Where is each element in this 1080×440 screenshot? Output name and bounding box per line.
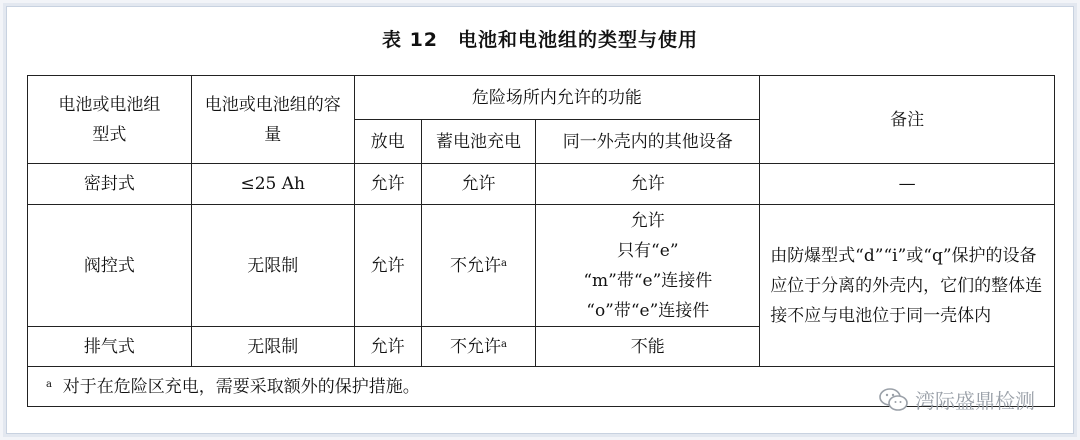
header-capacity: 电池或电池组的容量	[191, 76, 354, 164]
header-other: 同一外壳内的其他设备	[536, 120, 760, 164]
other-line: “o”带“e”连接件	[586, 300, 710, 321]
cell-charge	[421, 327, 536, 367]
cell-other: 不能	[536, 327, 760, 367]
header-note: 备注	[760, 76, 1055, 164]
cell-note: 由防爆型式“d”“i”或“q”保护的设备应位于分离的外壳内，它们的整体连接不应与电池位于同一壳体内	[760, 205, 1055, 367]
cell-capacity: 无限制	[191, 327, 354, 367]
table-row	[28, 205, 1055, 327]
cell-other: 允许	[536, 164, 760, 205]
cell-capacity: 无限制	[191, 205, 354, 327]
cell-charge	[421, 205, 536, 327]
watermark-text: 湾际盛鼎检测	[915, 389, 1035, 413]
watermark	[879, 385, 1035, 414]
other-line: “m”带“e”连接件	[583, 270, 713, 291]
wechat-icon	[879, 387, 909, 413]
document-frame	[6, 6, 1074, 434]
header-discharge: 放电	[354, 120, 421, 164]
other-line: 只有“e”	[617, 240, 679, 261]
header-type: 电池或电池组型式	[28, 76, 192, 164]
cell-capacity: ≤25 Ah	[191, 164, 354, 205]
cell-discharge: 允许	[354, 327, 421, 367]
table-row	[28, 164, 1055, 205]
cell-discharge: 允许	[354, 205, 421, 327]
table-title: 表 12 电池和电池组的类型与使用	[381, 29, 699, 51]
footnote-marker: a	[500, 257, 507, 269]
cell-charge: 允许	[421, 164, 536, 205]
header-charge: 蓄电池充电	[421, 120, 536, 164]
other-line: 允许	[630, 210, 665, 231]
cell-note: —	[760, 164, 1055, 205]
charge-text: 不允许	[449, 336, 501, 357]
footnote-marker: a	[500, 338, 507, 350]
footnote-text: 对于在危险区充电，需要采取额外的保护措施。	[62, 376, 420, 397]
header-functions: 危险场所内允许的功能	[354, 76, 760, 120]
battery-table	[27, 75, 1055, 407]
footnote-marker: a	[46, 378, 52, 390]
cell-type: 排气式	[28, 327, 192, 367]
cell-other	[536, 205, 760, 327]
cell-discharge: 允许	[354, 164, 421, 205]
cell-type: 阀控式	[28, 205, 192, 327]
charge-text: 不允许	[449, 255, 501, 276]
cell-type: 密封式	[28, 164, 192, 205]
